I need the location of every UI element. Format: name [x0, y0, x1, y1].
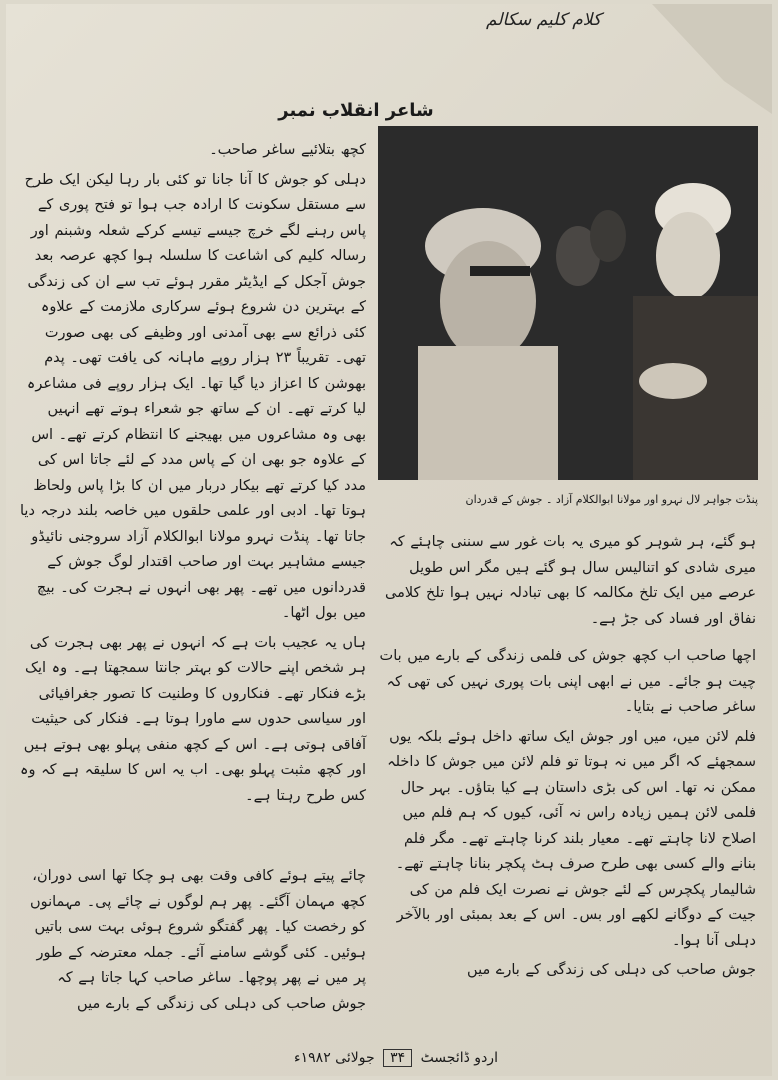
left-column [20, 138, 366, 813]
right-bottom-column [378, 644, 756, 988]
paragraph: فلم لائن میں، میں اور جوش ایک ساتھ داخل ہوئے بلکہ یوں سمجھئے کہ اگر میں نہ ہوتا تو فلم لائن میں جوش کا داخلہ ممکن نہ تھا۔ اس کی بڑی داستان ہے کیا بتاؤں۔ بہر حال فلمی لائن ہمیں زیادہ راس نہ آئی، کیوں کہ ہم فلم میں اصلاح لانا چاہتے تھے۔ معیار بلند کرنا چاہتے تھے۔ مگر فلم بنانے والے کسی بھی طرح صرف ہٹ پکچر بنانا چاہتے تھے۔ شالیمار پکچرس کے لئے جوش نے نصرت ایک فلم من کی جیت کے دوگانے لکھے اور بس۔ اس کے بعد بمبئی اور بالآخر دہلی آنا ہوا۔ [387, 728, 756, 949]
paragraph: ہو گئے، ہر شوہر کو میری یہ بات غور سے سننی چاہئے کہ میری شادی کو اتنالیس سال ہو گئے ہیں مگر اس طویل عرصے میں ایک تلخ مکالمہ کا بھی تبادلہ نہیں ہوا تلخ کلامی نفاق اور فساد کی جڑ ہے۔ [385, 534, 756, 627]
paragraph: دہلی کو جوش کا آنا جانا تو کئی بار رہا لیکن ایک طرح سے مستقل سکونت کا ارادہ جب ہوا تو فتح پوری کے پاس رہنے لگے خرچ جیسے تیسے کرکے شعلہ وشبنم اور رسالہ کلیم کی اشاعت کا سلسلہ ہوا کچھ عرصہ بعد جوش آجکل کے ایڈیٹر مقرر ہوئے تب سے ان کی زندگی کے بہترین دن شروع ہوئے سرکاری ملازمت کے علاوہ کئی ذرائع سے بھی آمدنی اور وظیفے کی بھی صورت تھی۔ تقریباً ۲۳ ہزار روپے ماہانہ کی یافت تھی۔ پدم بھوشن کا اعزاز دیا گیا تھا۔ ایک ہزار روپے فی مشاعرہ لیا کرتے تھے۔ ان کے ساتھ جو شعراء ہوتے تھے انہیں بھی وہ مشاعروں میں بھیجنے کا انتظام کرتے تھے۔ اس کے علاوہ جو بھی ان کے پاس مدد کے لئے جاتا اس کی مدد کیا کرتے تھے بیکار دربار میں ان کا بڑا پاس ولحاظ ہوتا تھا۔ ادبی اور علمی حلقوں میں خاصہ بلند درجہ دیا جاتا تھا۔ پنڈت نہرو مولانا ابوالکلام آزاد سروجنی نائیڈو جیسے مشاہیر بہت اور صاحب اقتدار لوگ جوش کے قدردانوں میں تھے۔ پھر بھی انہوں نے ہجرت کی۔ بیچ میں بول اٹھا۔ [20, 171, 366, 621]
issue-title: شاعر انقلاب نمبر [278, 100, 434, 121]
paragraph: جوش صاحب کی دہلی کی زندگی کے بارے میں [467, 962, 756, 978]
footer-page-number: ۳۴ [383, 1049, 412, 1067]
right-top-column [378, 530, 756, 636]
footer-magazine: اردو ڈائجسٹ [420, 1050, 498, 1066]
paragraph: کچھ بتلائیے ساغر صاحب۔ [209, 142, 366, 158]
paragraph: اچھا صاحب اب کچھ جوش کی فلمی زندگی کے بارے میں بات چیت ہو جائے۔ میں نے ابھی اپنی بات پوری نہیں کی تھی کہ ساغر صاحب نے بتایا۔ [379, 648, 756, 715]
left-bottom-column [20, 864, 366, 1021]
page-label: کلام کلیم سکالم [486, 10, 602, 30]
page-footer [246, 1050, 546, 1066]
paragraph: ہاں یہ عجیب بات ہے کہ انہوں نے پھر بھی ہجرت کی ہر شخص اپنے حالات کو بہتر جانتا سمجھتا ہے۔ وہ ایک بڑے فنکار تھے۔ فنکاروں کا وطنیت کا تصور جغرافیائی اور سیاسی حدوں سے ماورا ہوتا ہے۔ فنکار کی حیثیت آفاقی ہوتی ہے۔ اس کے کچھ منفی پہلو بھی ہوتے ہیں اور کچھ مثبت پہلو بھی۔ اب یہ اس کا سلیقہ ہے کہ وہ کس طرح رہتا ہے۔ [20, 634, 366, 804]
magazine-page [6, 4, 772, 1076]
photo-illustration [378, 126, 758, 480]
photo [378, 126, 758, 480]
paragraph: چائے پیتے ہوئے کافی وقت بھی ہو چکا تھا اسی دوران، کچھ مہمان آگئے۔ پھر ہم لوگوں نے چائے پی۔ مہمانوں کو رخصت کیا۔ پھر گفتگو شروع ہوئی بہت سی باتیں ہوئیں۔ کئی گوشے سامنے آئے۔ جملہ معترضہ کے طور پر میں نے پھر پوچھا۔ ساغر صاحب کہا جاتا ہے کہ جوش صاحب کی دہلی کی زندگی کے بارے میں [29, 868, 366, 1012]
photo-caption: پنڈت جواہر لال نہرو اور مولانا ابوالکلام آزاد ۔ جوش کے قدردان [465, 493, 758, 506]
footer-date: جولائی ۱۹۸۲ء [294, 1050, 375, 1066]
folded-corner [652, 4, 772, 114]
